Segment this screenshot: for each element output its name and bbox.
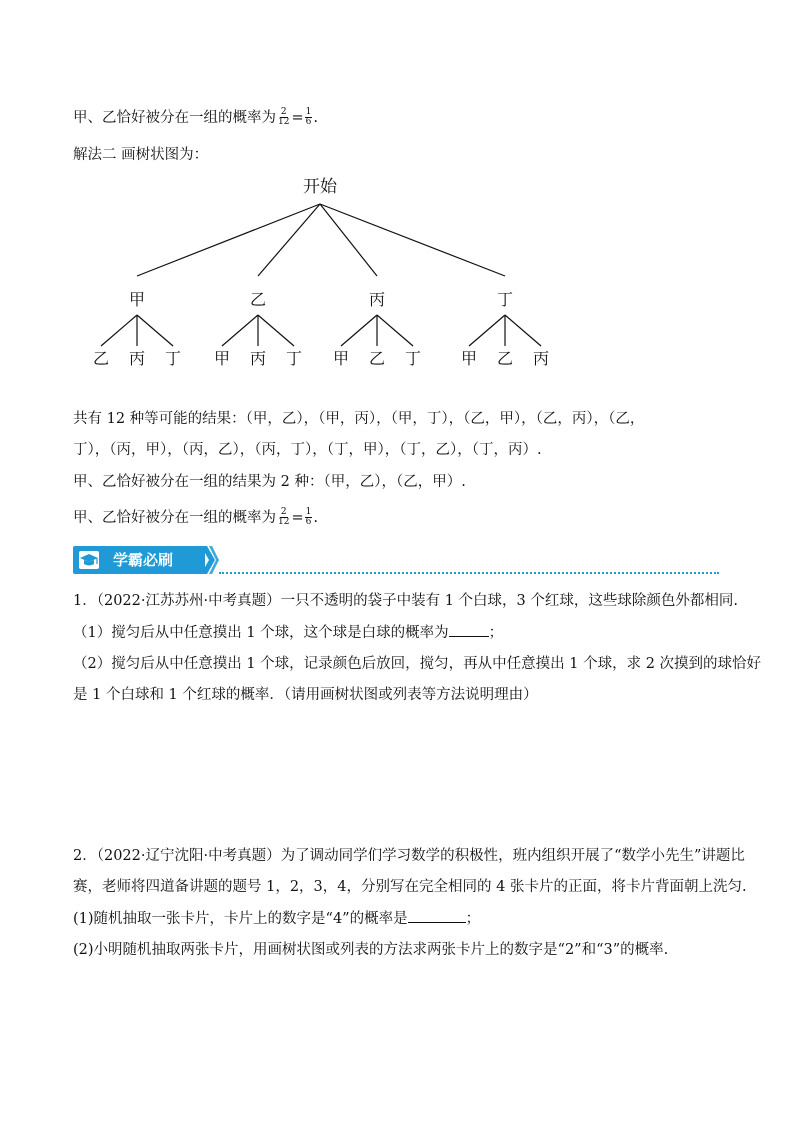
q2-stem-line1: 2．（2022·辽宁沈阳·中考真题）为了调动同学们学习数学的积极性，班内组织开展了“数学小先生”讲题比 xyxy=(73,848,745,864)
summary-line-2: 丁），（丙，甲），（丙，乙），（丙，丁），（丁，甲），（丁，乙），（丁，丙）. xyxy=(73,442,542,458)
intro-equals: = xyxy=(291,110,304,126)
banner-title: 学霸必刷 xyxy=(113,551,174,569)
tree-branch-line xyxy=(101,315,137,346)
tree-node-level1: 甲 xyxy=(128,290,146,309)
summary-probability-line: 甲、乙恰好被分在一组的概率为 $\frac{2}{12}$ = $\frac{1}{6}$ . xyxy=(73,506,318,527)
tree-node-level2: 丁 xyxy=(285,349,303,368)
banner-chevron-icon xyxy=(201,545,219,575)
intro-fraction-2-12: $\frac{2}{12}$ xyxy=(278,106,290,127)
tree-branch-line xyxy=(137,204,320,276)
summary-fraction-2-12: $\frac{2}{12}$ xyxy=(278,506,290,527)
tree-node-level2: 甲 xyxy=(213,349,231,368)
tree-branch-line xyxy=(258,315,294,346)
q1-answer-blank[interactable] xyxy=(449,622,489,637)
q2-part1: (1)随机抽取一张卡片，卡片上的数字是“4”的概率是 ； xyxy=(73,908,480,929)
tree-branch-line xyxy=(505,315,541,346)
tree-node-level2: 甲 xyxy=(460,349,478,368)
tree-node-level1: 丁 xyxy=(496,290,514,309)
tree-branch-line xyxy=(222,315,258,346)
tree-node-level1: 丙 xyxy=(368,290,386,309)
tree-branch-line xyxy=(137,315,173,346)
probability-tree-diagram xyxy=(0,168,794,383)
summary-line-1: 共有 12 种等可能的结果：（甲，乙），（甲，丙），（甲，丁），（乙，甲），（乙，丙），（乙， xyxy=(73,411,645,427)
q1-part2-line1: （2）搅匀后从中任意摸出 1 个球，记录颜色后放回，搅匀，再从中任意摸出 1 个球，求 2 次摸到的球恰好 xyxy=(73,656,762,672)
tree-node-level1: 乙 xyxy=(249,290,267,309)
q2-part2: (2)小明随机抽取两张卡片，用画树状图或列表的方法求两张卡片上的数字是“2”和“3”的概率. xyxy=(73,942,669,958)
section-banner xyxy=(73,545,733,575)
q1-stem: 1．（2022·江苏苏州·中考真题）一只不透明的袋子中装有 1 个白球，3 个红球，这些球除颜色外都相同. xyxy=(73,593,738,609)
tree-node-level2: 乙 xyxy=(368,349,386,368)
summary-fraction-1-6: $\frac{1}{6}$ xyxy=(305,506,312,527)
tree-node-level2: 乙 xyxy=(496,349,514,368)
tree-node-level2: 甲 xyxy=(332,349,350,368)
tree-node-level2: 乙 xyxy=(92,349,110,368)
tree-node-level2: 丙 xyxy=(532,349,550,368)
q1-part1: （1）搅匀后从中任意摸出 1 个球，这个球是白球的概率为 ； xyxy=(73,622,503,643)
q2-stem-line2: 赛，老师将四道备讲题的题号 1，2，3，4，分别写在完全相同的 4 张卡片的正面，将卡片背面朝上洗匀. xyxy=(73,879,747,895)
banner-dotted-line xyxy=(219,572,719,574)
tree-node-level2: 丁 xyxy=(164,349,182,368)
tree-branch-line xyxy=(341,315,377,346)
tree-root-label: 开始 xyxy=(303,177,337,197)
method-two-label: 解法二 画树状图为： xyxy=(73,147,209,163)
tree-branch-line xyxy=(469,315,505,346)
intro-prob-text: 甲、乙恰好被分在一组的概率为 xyxy=(73,110,276,126)
banner-box xyxy=(73,546,205,574)
q1-part2-line2: 是 1 个白球和 1 个红球的概率．（请用画树状图或列表等方法说明理由） xyxy=(73,687,538,703)
tree-node-level2: 丁 xyxy=(404,349,422,368)
summary-line-3: 甲、乙恰好被分在一组的结果为 2 种：（甲，乙），（乙，甲）. xyxy=(73,474,466,490)
intro-probability-line: 甲、乙恰好被分在一组的概率为 $\frac{2}{12}$ = $\frac{1}{6}$ . xyxy=(73,106,318,127)
tree-branch-line xyxy=(377,315,413,346)
q2-answer-blank[interactable] xyxy=(408,908,466,923)
graduation-cap-icon xyxy=(79,551,99,569)
tree-node-level2: 丙 xyxy=(128,349,146,368)
tree-node-level2: 丙 xyxy=(249,349,267,368)
intro-fraction-1-6: $\frac{1}{6}$ xyxy=(305,106,312,127)
tree-branch-line xyxy=(258,204,320,276)
